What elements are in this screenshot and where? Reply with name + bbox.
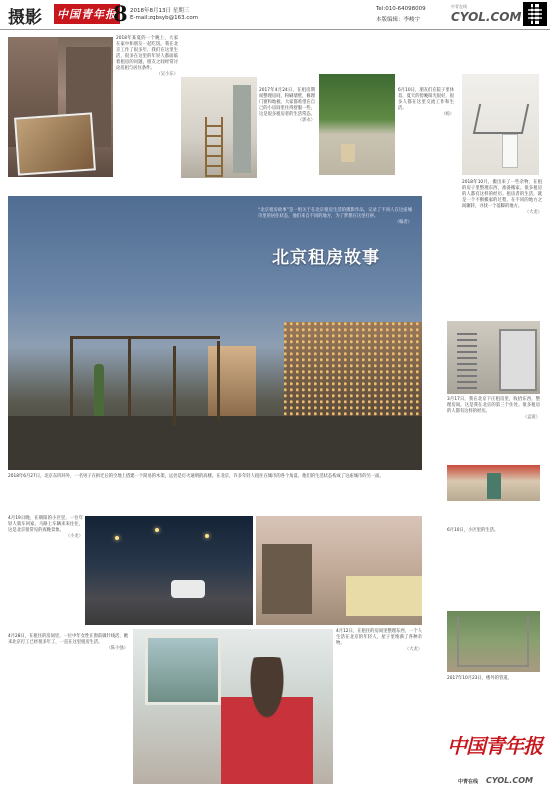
hero-title: 北京租房故事 [272, 248, 380, 268]
photo-courtyard [319, 74, 395, 175]
hero-quote: “北京租房故事”是一组关于在北京租房生活的摄影作品，记录了不同人在这座城市里的居住状态，他们来自不同的地方，为了梦想在这里打拼。 （编者） [258, 208, 412, 225]
photo-sewing-woman [133, 629, 333, 784]
hero-caption: 2018年6月27日，北京东四环外，一名男子在拆迁后的空地上搭建一个简易的木架，远处是灯火通明的高楼。在北京，许多年轻人租住在城市的各个角落，他们的生活状态构成了这座城市的另一面。 [8, 474, 384, 479]
newspaper-logo: 中国青年报 [54, 4, 120, 24]
article-a7: 4月19日晚，在朝阳的小区里，一位年轻人骑车回家，马路上车辆来来往往，这是北京很常见的夜晚景象。 （小龙） [8, 516, 83, 539]
article-a5: 3月17日，我在北京下庄租房里，收拾东西，整理房间，这是我在北京的第三个住处。很多租房的人都有这样的经历。 （孟波） [447, 397, 540, 420]
contact-phone: Tel:010-64098009 [376, 6, 426, 12]
hero-photo [8, 196, 422, 470]
article-a2: 2017年4月24日，在租房期间整理房间，粉刷墙壁，修理门窗和地板。大家都希望在自己的小房间里住得舒服一些，这是很多租房者的生活常态。 （郭永） [259, 88, 315, 123]
article-a6: 6月10日，小区里的生活。 [447, 528, 499, 533]
photo-renovation [181, 77, 257, 178]
hero-figure [94, 364, 104, 416]
page-header [0, 0, 550, 30]
article-a10: 2017年10月23日，楼外的管道。 [447, 676, 512, 681]
photo-building-door [447, 465, 540, 501]
article-a4: 2018年10月，搬出来了一些杂物，在租的房子里整理东西，准备搬家。很多租房的人都有这样的经历。租房者的生活，就是一个不断搬家的过程，在不同的地方之间辗转，寻找一个落脚的地方。 （大龙） [462, 180, 542, 215]
footer-site-name: 中青在线 [458, 779, 479, 785]
photo-room-rack [447, 321, 540, 394]
article-a1: 2018年某夏的一个晚上，大家在家中和朋友一起吃饭。我在北京工作了很多年，我们在这里生活，很多在这里的年轻人都面临着租房的问题，朋友之间经常讨论房租与居住条件。 （吴小东） [116, 36, 178, 77]
issue-date: 2018年8月13日 星期三 [130, 8, 190, 14]
photo-pipes [447, 611, 540, 672]
article-a8: 4月12日，在租住的房间里整理东西，一个人生活在北京的年轻人，屋子里堆满了各种杂物。 （大龙） [336, 629, 422, 652]
photo-hanger [462, 74, 539, 175]
site-name-small: 中青在线 [451, 4, 467, 9]
footer-logo: 中国青年报 [447, 734, 542, 758]
footer-site-url[interactable]: CYOL.COM [486, 776, 533, 785]
contact-email[interactable]: E-mail:zqbsyb@163.com [130, 15, 199, 21]
article-a3: 6月10日，朋友们在院子里休息，夏天的傍晚阳光很好，很多人都在这里交流工作和生活。 （杨） [398, 88, 454, 117]
photo-night-street [85, 516, 253, 625]
photo-dinner [8, 37, 113, 177]
article-a9: 4月28日，在租住的房间里，一位中年女性在窗前做针线活，她来北京打工已经很多年了，一直在这里租房生活。 （陈小强） [8, 634, 128, 651]
section-title: 摄影 [8, 8, 42, 28]
photo-cluttered-room [256, 516, 422, 625]
page-editor: 本版编辑：李峻宇 [376, 17, 421, 23]
site-url[interactable]: CYOL.COM [451, 10, 522, 24]
qr-code-icon [523, 2, 547, 26]
page-number: 8 [113, 1, 128, 26]
inset-photo [14, 112, 96, 175]
